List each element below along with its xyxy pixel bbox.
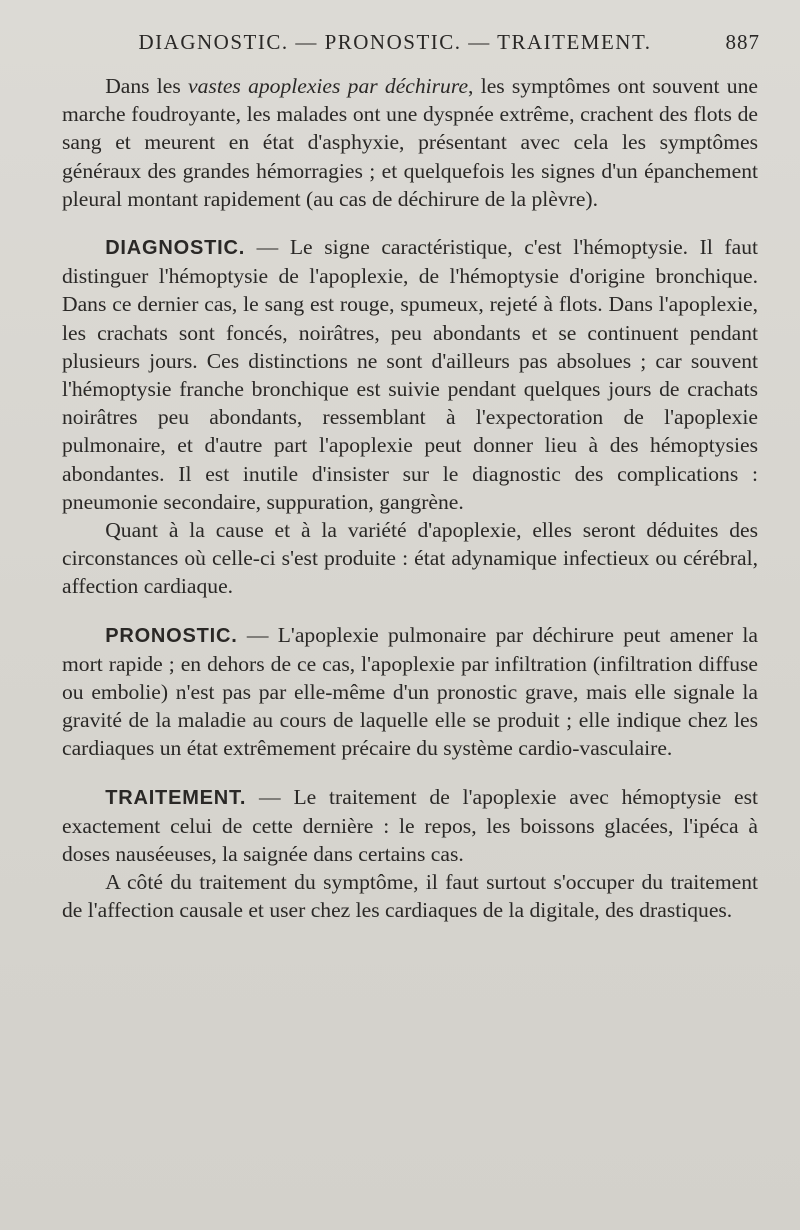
diagnostic-paragraph bbox=[62, 233, 758, 516]
diagnostic-heading: DIAGNOSTIC. bbox=[105, 237, 246, 260]
intro-text-after: , les symptômes ont souvent une marche foudroyante, les malades ont une dyspnée extrême, crachent des flots de sang et meurent en état d'asphyxie, présentant avec cela les symptômes généraux des grandes hémorragies ; et quelquefois les signes d'un épanchement pleural montant rapidement (au cas de déchirure de la plèvre). bbox=[62, 74, 758, 211]
intro-text-before: Dans les bbox=[105, 74, 189, 98]
diagnostic-paragraph-2: Quant à la cause et à la variété d'apoplexie, elles seront déduites des circonstances où celle-ci s'est produite : état adynamique infectieux ou cérébral, affection cardiaque. bbox=[62, 518, 758, 599]
page-number: 887 bbox=[725, 30, 760, 54]
body-text bbox=[62, 72, 758, 925]
running-title: DIAGNOSTIC. — PRONOSTIC. — TRAITEMENT. bbox=[138, 30, 652, 54]
diagnostic-text: — Le signe caractéristique, c'est l'hémoptysie. Il faut distinguer l'hémoptysie de l'apoplexie, de l'hémoptysie d'origine bronchique. Dans ce dernier cas, le sang est rouge, spumeux, rejeté à flots. Dans l'apoplexie, les crachats sont foncés, noirâtres, peu abondants et se continuent pendant plusieurs jours. Ces distinctions ne sont d'ailleurs pas absolues ; car souvent l'hémoptysie franche bronchique est suivie pendant quelques jours de crachats noirâtres peu abondants, ressemblant à l'expectoration de l'apoplexie pulmonaire, et d'autre part l'apoplexie peut donner lieu à des hémoptysies abondantes. Il est inutile d'insister sur le diagnostic des complications : pneumonie secondaire, suppuration, gangrène. bbox=[62, 235, 758, 514]
intro-emphasis: vastes apoplexies par déchirure bbox=[188, 74, 469, 98]
traitement-heading: TRAITEMENT. bbox=[105, 786, 247, 809]
pronostic-text: — L'apoplexie pulmonaire par déchirure peut amener la mort rapide ; en dehors de ce cas, l'apoplexie par infiltration (infiltration diffuse ou embolie) n'est pas par elle-même d'un pronostic grave, mais elle signale la gravité de la maladie au cours de laquelle elle se produit ; elle indique chez les cardiaques un état extrêmement précaire du système cardio-vasculaire. bbox=[62, 622, 758, 761]
traitement-text: — Le traitement de l'apoplexie avec hémoptysie est exactement celui de cette dernière : le repos, les boissons glacées, l'ipéca à doses nauséeuses, la saignée dans certains cas. bbox=[62, 784, 758, 867]
intro-paragraph bbox=[62, 72, 758, 213]
pronostic-heading: PRONOSTIC. bbox=[105, 624, 238, 647]
traitement-paragraph bbox=[62, 783, 758, 869]
running-header bbox=[100, 30, 760, 60]
traitement-paragraph-2: A côté du traitement du symptôme, il faut surtout s'occuper du traitement de l'affection causale et user chez les cardiaques de la digitale, des drastiques. bbox=[62, 870, 758, 923]
pronostic-paragraph bbox=[62, 621, 758, 763]
